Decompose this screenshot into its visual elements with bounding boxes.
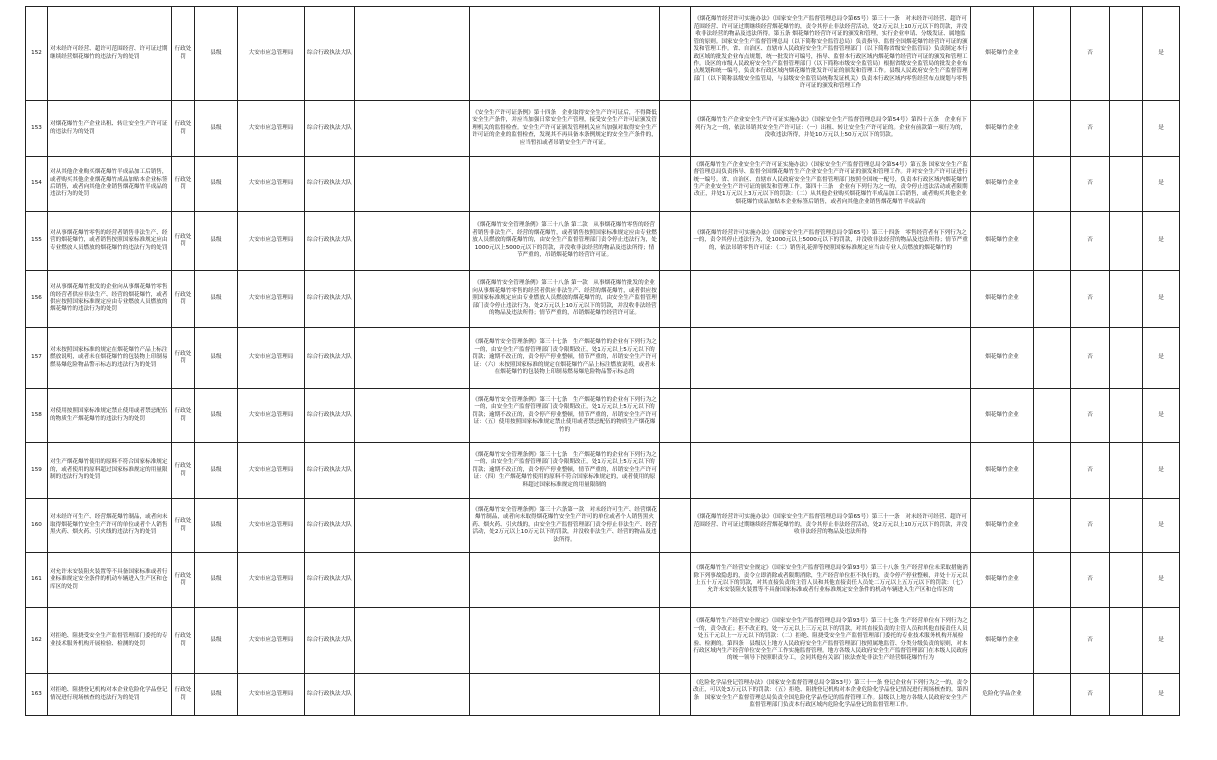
- blank-cell: [1110, 328, 1143, 389]
- implementing-unit: 综合行政执法大队: [305, 101, 355, 157]
- flag-yes: 是: [1143, 271, 1180, 328]
- blank-cell: [1034, 101, 1071, 157]
- item-name: 对生产烟花爆竹使用的原料不符合国家标准规定的，或者使用的原料超过国家标准规定的用量限制的违法行为的处罚: [48, 443, 172, 499]
- table-row: [26, 553, 1180, 608]
- item-level: 县级: [195, 212, 238, 271]
- rule-basis: 《烟花爆竹生产企业安全生产许可证实施办法》（国家安全生产监督管理总局令第54号）第五条 国家安全生产监督管理总局负责指导、监督全国烟花爆竹生产企业安全生产许可证的颁发和管理工作。并对安全生产许可证进行统一编号。省、自治区、直辖市人民政府安全生产监督管理部门按照全国统一配号，负责本行政区域内烟花爆竹生产企业安全生产许可证的颁发和管理工作。第四十三条 企业有下列行为之一的，责令停止违法活动或者限期改正，并处1万元以上3万元以下的罚款：（二）从其他企业购买烟花爆竹半成品加工后销售，或者购买其他企业烟花爆竹成品加贴本企业标签后销售，或者向其他企业销售烟花爆竹半成品的: [691, 157, 971, 212]
- flag-no: 否: [1071, 212, 1110, 271]
- law-basis: 《烟花爆竹安全管理条例》第三十八条 第二款 从事烟花爆竹零售的经营者销售非法生产、经营的烟花爆竹，或者销售按照国家标准规定应由专业燃放人员燃放的烟花爆竹的，由安全生产监督管理部门责令停止违法行为，处1000元以上5000元以下的罚款，并没收非法经营的物品及违法所得；情节严重的，吊销烟花爆竹经营许可证。: [470, 212, 660, 271]
- blank-cell: [660, 157, 691, 212]
- item-category: 行政处罚: [172, 608, 195, 674]
- flag-yes: 是: [1143, 389, 1180, 443]
- rule-basis: 《烟花爆竹经营许可实施办法》（国家安全生产监督管理总局令第65号）第三十四条 零售经营者有下列行为之一的，责令其停止违法行为，处1000元以上5000元以下的罚款，并没收非法经营的物品及违法所得；情节严重的，依法吊销零售许可证：（二）销售礼花弹等按照国家标准规定应当由专业人员燃放的烟花爆竹的: [691, 212, 971, 271]
- item-category: 行政处罚: [172, 443, 195, 499]
- law-basis: [470, 157, 660, 212]
- row-number: 156: [26, 271, 48, 328]
- item-level: 县级: [195, 157, 238, 212]
- item-category: 行政处罚: [172, 389, 195, 443]
- blank-cell: [1034, 443, 1071, 499]
- blank-cell: [1034, 157, 1071, 212]
- implementing-unit: 综合行政执法大队: [305, 674, 355, 716]
- item-name: 对从事烟花爆竹批发的企业向从事烟花爆竹零售的经营者供应非法生产、经营的烟花爆竹，或者供应按照国家标准规定应由专业燃放人员燃放的烟花爆竹的违法行为的处罚: [48, 271, 172, 328]
- law-basis: 《烟花爆竹安全管理条例》第三十六条第一款 对未经许可生产、经营烟花爆竹制品，或者向未取得烟花爆竹安全生产许可的单位或者个人销售黑火药、烟火药、引火线的，由安全生产监督管理部门责令停止非法生产、经营活动，处2万元以上10万元以下的罚款，并没收非法生产、经营的物品及违法所得。: [470, 499, 660, 553]
- blank-cell: [1034, 674, 1071, 716]
- item-category: 行政处罚: [172, 271, 195, 328]
- blank-cell: [1110, 212, 1143, 271]
- blank-cell: [1110, 499, 1143, 553]
- blank-cell: [355, 101, 470, 157]
- flag-yes: 是: [1143, 443, 1180, 499]
- target-subject: 烟花爆竹企业: [971, 389, 1034, 443]
- row-number: 158: [26, 389, 48, 443]
- implementing-unit: 综合行政执法大队: [305, 7, 355, 101]
- blank-cell: [1034, 7, 1071, 101]
- flag-no: 否: [1071, 157, 1110, 212]
- rule-basis: [691, 271, 971, 328]
- implementing-department: 大安市应急管理局: [238, 499, 305, 553]
- blank-cell: [1034, 608, 1071, 674]
- rule-basis: 《烟花爆竹经营许可实施办法》（国家安全生产监督管理总局令第65号）第三十一条 对未经许可经营、超许可范围经营、许可证过期继续经营烟花爆竹的，责令其停止非法经营活动，处2万元以上10万元以下的罚款，并没收非法经营的物品及违法所得: [691, 499, 971, 553]
- item-category: 行政处罚: [172, 328, 195, 389]
- target-subject: 烟花爆竹企业: [971, 212, 1034, 271]
- law-basis: 《烟花爆竹安全管理条例》第三十七条 生产烟花爆竹的企业有下列行为之一的，由安全生产监督管理部门责令限期改正，处1万元以上5万元以下的罚款；逾期不改正的，责令停产停业整顿，情节严重的，吊销安全生产许可证：（五）使用按照国家标准规定禁止使用或者禁忌配伍的物质生产烟花爆竹的: [470, 389, 660, 443]
- law-basis: [470, 7, 660, 101]
- target-subject: 烟花爆竹企业: [971, 553, 1034, 608]
- item-level: 县级: [195, 499, 238, 553]
- target-subject: 烟花爆竹企业: [971, 271, 1034, 328]
- flag-no: 否: [1071, 553, 1110, 608]
- item-name: 对拒绝、阻挠受安全生产监督管理部门委托的专业技术服务机构开展检验、检测的处罚: [48, 608, 172, 674]
- rule-basis: [691, 328, 971, 389]
- row-number: 152: [26, 7, 48, 101]
- implementing-department: 大安市应急管理局: [238, 271, 305, 328]
- table-row: [26, 212, 1180, 271]
- table-row: [26, 608, 1180, 674]
- blank-cell: [1110, 7, 1143, 101]
- item-level: 县级: [195, 608, 238, 674]
- flag-no: 否: [1071, 443, 1110, 499]
- implementing-unit: 综合行政执法大队: [305, 271, 355, 328]
- rule-basis: 《烟花爆竹生产经营安全规定》（国家安全生产监督管理总局令第93号）第三十七条 生产经营单位有下列行为之一的，责令改正；拒不改正的，处一万元以上三万元以下的罚款，对其直接负责的主管人员和其他直接责任人员处五千元以上一万元以下的罚款：（二）拒绝、阻挠受安全生产监督管理部门委托的专业技术服务机构开展检验、检测的。第四条 县级以上地方人民政府安全生产监督管理部门按照属地监管、分类分级负责的原则，对本行政区域内生产经营单位安全生产工作实施监督管理。地方各级人民政府安全生产监督管理部门在本级人民政府的统一领导下按照职责分工，会同其他有关部门依法查处非法生产经营烟花爆竹行为: [691, 608, 971, 674]
- blank-cell: [1110, 608, 1143, 674]
- flag-no: 否: [1071, 328, 1110, 389]
- item-level: 县级: [195, 101, 238, 157]
- row-number: 153: [26, 101, 48, 157]
- row-number: 162: [26, 608, 48, 674]
- blank-cell: [1034, 328, 1071, 389]
- rule-basis: 《烟花爆竹生产经营安全规定》（国家安全生产监督管理总局令第93号）第三十八条 生产经营单位未采取措施消除下列事故隐患的，责令立即消除或者限期消除，生产经营单位拒不执行的，责令停产停业整顿，并处十万元以上五十万元以下的罚款，对其直接负责的主管人员和其他直接责任人员处二万元以上五万元以下的罚款：（七）允许未安装阻火装置等不具备国家标准或者行业标准规定安全条件的机动车辆进入生产区和仓库区的: [691, 553, 971, 608]
- blank-cell: [355, 389, 470, 443]
- row-number: 155: [26, 212, 48, 271]
- rule-basis: 《危险化学品登记管理办法》（国家安全监督管理总局令第53号）第三十一条 登记企业有下列行为之一的，责令改正，可以处3万元以下的罚款：（五）拒绝、阻挠登记机构对本企业危险化学品登记情况进行现场核查的。第四条 国家安全生产监督管理总局负责全国危险化学品登记的监督管理工作。县级以上地方各级人民政府安全生产监督管理部门负责本行政区域内危险化学品登记的监督管理工作。: [691, 674, 971, 716]
- blank-cell: [355, 443, 470, 499]
- flag-no: 否: [1071, 389, 1110, 443]
- power-list-table: [25, 6, 1180, 716]
- blank-cell: [355, 499, 470, 553]
- table-row: [26, 157, 1180, 212]
- law-basis: 《烟花爆竹安全管理条例》第三十八条 第一款 从事烟花爆竹批发的企业向从事烟花爆竹零售的经营者供应非法生产、经营的烟花爆竹，或者供应按照国家标准规定应由专业燃放人员燃放的烟花爆竹的，由安全生产监督管理部门责令停止违法行为，处2万元以上10万元以下的罚款，并没收非法经营的物品及违法所得；情节严重的，吊销烟花爆竹经营许可证。: [470, 271, 660, 328]
- implementing-department: 大安市应急管理局: [238, 443, 305, 499]
- row-number: 154: [26, 157, 48, 212]
- item-name: 对未经许可生产、经营烟花爆竹制品，或者向未取得烟花爆竹安全生产许可的单位或者个人销售黑火药、烟火药、引火线的违法行为的处罚: [48, 499, 172, 553]
- blank-cell: [1110, 101, 1143, 157]
- blank-cell: [355, 674, 470, 716]
- law-basis: 《安全生产许可证条例》第十四条 企业取得安全生产许可证后，不得降低安全生产条件，并应当加强日常安全生产管理，接受安全生产许可证颁发管理机关的监督检查。安全生产许可证颁发管理机关应当加强对取得安全生产许可证的企业的监督检查，发现其不再具备本条例规定的安全生产条件的，应当暂扣或者吊销安全生产许可证。: [470, 101, 660, 157]
- item-category: 行政处罚: [172, 212, 195, 271]
- implementing-department: 大安市应急管理局: [238, 608, 305, 674]
- rule-basis: 《烟花爆竹生产企业安全生产许可证实施办法》（国家安全生产监督管理总局令第54号）第四十五条 企业有下列行为之一的，依法吊销其安全生产许可证：（一）出租、转让安全生产许可证的。企业有前款第一项行为的，没收违法所得，并处10万元以上50万元以下的罚款。: [691, 101, 971, 157]
- implementing-department: 大安市应急管理局: [238, 674, 305, 716]
- blank-cell: [1110, 443, 1143, 499]
- item-name: 对拒绝、阻挠登记机构对本企业危险化学品登记情况进行现场核查的违法行为的处罚: [48, 674, 172, 716]
- target-subject: 烟花爆竹企业: [971, 499, 1034, 553]
- item-level: 县级: [195, 328, 238, 389]
- item-name: 对使用按照国家标准规定禁止使用或者禁忌配伍的物质生产烟花爆竹的违法行为的处罚: [48, 389, 172, 443]
- blank-cell: [1110, 157, 1143, 212]
- blank-cell: [1110, 553, 1143, 608]
- blank-cell: [1034, 553, 1071, 608]
- row-number: 160: [26, 499, 48, 553]
- blank-cell: [660, 271, 691, 328]
- flag-yes: 是: [1143, 212, 1180, 271]
- table-row: [26, 101, 1180, 157]
- item-level: 县级: [195, 271, 238, 328]
- blank-cell: [660, 443, 691, 499]
- target-subject: 烟花爆竹企业: [971, 328, 1034, 389]
- blank-cell: [660, 212, 691, 271]
- flag-no: 否: [1071, 674, 1110, 716]
- law-basis: [470, 608, 660, 674]
- table-row: [26, 271, 1180, 328]
- item-name: 对未按照国家标准的规定在烟花爆竹产品上标注燃放说明，或者未在烟花爆竹的包装物上印制易燃易爆危险物品警示标志的违法行为的处罚: [48, 328, 172, 389]
- law-basis: [470, 553, 660, 608]
- flag-yes: 是: [1143, 7, 1180, 101]
- blank-cell: [355, 157, 470, 212]
- implementing-unit: 综合行政执法大队: [305, 157, 355, 212]
- flag-no: 否: [1071, 499, 1110, 553]
- blank-cell: [1110, 674, 1143, 716]
- implementing-department: 大安市应急管理局: [238, 389, 305, 443]
- item-level: 县级: [195, 553, 238, 608]
- blank-cell: [1034, 271, 1071, 328]
- flag-yes: 是: [1143, 499, 1180, 553]
- item-category: 行政处罚: [172, 7, 195, 101]
- flag-yes: 是: [1143, 608, 1180, 674]
- item-category: 行政处罚: [172, 101, 195, 157]
- implementing-department: 大安市应急管理局: [238, 553, 305, 608]
- law-basis: 《烟花爆竹安全管理条例》第三十七条 生产烟花爆竹的企业有下列行为之一的，由安全生产监督管理部门责令限期改正，处1万元以上5万元以下的罚款；逾期不改正的，责令停产停业整顿，情节严重的，吊销安全生产许可证：（六）未按照国家标准的规定在烟花爆竹产品上标注燃放说明，或者未在烟花爆竹的包装物上印制易燃易爆危险物品警示标志的: [470, 328, 660, 389]
- table-row: [26, 443, 1180, 499]
- rule-basis: 《烟花爆竹经营许可实施办法》（国家安全生产监督管理总局令第65号）第三十一条 对未经许可经营、超许可范围经营、许可证过期继续经营烟花爆竹的，责令其停止非法经营活动，处2万元以上10万元以下的罚款，并没收非法经营的物品及违法所得。第五条 烟花爆竹经营许可证的颁发和管理，实行企业申请、分级发证、属地监管的原则。国家安全生产监督管理总局（以下简称安全监管总局）负责指导、监督全国烟花爆竹经营许可证的颁发和管理工作。省、自治区、直辖市人民政府安全生产监督管理部门（以下简称省级安全监管局）负责制定本行政区域的批发企业布点规划，统一批发许可编号，指导、监督本行政区域内烟花爆竹经营许可证的颁发和管理工作。设区的市级人民政府安全生产监督管理部门（以下简称市级安全监管局）根据省级安全监管局的批发企业布点规划和统一编号，负责本行政区域内烟花爆竹批发许可证的颁发和管理工作。县级人民政府安全生产监督管理部门（以下简称县级安全监管局，与县级安全监管局统称发证机关）负责本行政区域内零售经营布点规划与零售许可证的颁发和管理工作: [691, 7, 971, 101]
- rule-basis: [691, 389, 971, 443]
- blank-cell: [1034, 389, 1071, 443]
- flag-yes: 是: [1143, 328, 1180, 389]
- flag-no: 否: [1071, 7, 1110, 101]
- implementing-unit: 综合行政执法大队: [305, 212, 355, 271]
- table-row: [26, 389, 1180, 443]
- blank-cell: [660, 499, 691, 553]
- law-basis: 《烟花爆竹安全管理条例》第三十七条 生产烟花爆竹的企业有下列行为之一的，由安全生产监督管理部门责令限期改正，处1万元以上5万元以下的罚款；逾期不改正的，责令停产停业整顿，情节严重的，吊销安全生产许可证：（四）生产烟花爆竹使用的原料不符合国家标准规定的，或者使用的原料超过国家标准规定的用量限制的: [470, 443, 660, 499]
- implementing-department: 大安市应急管理局: [238, 101, 305, 157]
- blank-cell: [1034, 499, 1071, 553]
- blank-cell: [660, 389, 691, 443]
- blank-cell: [660, 101, 691, 157]
- blank-cell: [660, 608, 691, 674]
- target-subject: 烟花爆竹企业: [971, 7, 1034, 101]
- blank-cell: [355, 7, 470, 101]
- flag-no: 否: [1071, 271, 1110, 328]
- flag-no: 否: [1071, 101, 1110, 157]
- item-level: 县级: [195, 674, 238, 716]
- table-row: [26, 7, 1180, 101]
- blank-cell: [660, 553, 691, 608]
- flag-yes: 是: [1143, 553, 1180, 608]
- item-name: 对从其他企业购买烟花爆竹半成品加工后销售，或者购买其他企业烟花爆竹成品加贴本企业标签后销售，或者向其他企业销售烟花爆竹半成品的违法行为的处罚: [48, 157, 172, 212]
- implementing-department: 大安市应急管理局: [238, 328, 305, 389]
- table-row: [26, 499, 1180, 553]
- item-name: 对从事烟花爆竹零售的经营者销售非法生产、经营的烟花爆竹，或者销售按照国家标准规定应由专业燃放人员燃放的烟花爆竹的违法行为的处罚: [48, 212, 172, 271]
- implementing-unit: 综合行政执法大队: [305, 608, 355, 674]
- row-number: 157: [26, 328, 48, 389]
- item-name: 对烟花爆竹生产企业出租、转让安全生产许可证的违法行为的处罚: [48, 101, 172, 157]
- blank-cell: [660, 674, 691, 716]
- table-row: [26, 674, 1180, 716]
- item-name: 对允许未安装阻火装置等不具备国家标准或者行业标准规定安全条件的机动车辆进入生产区和仓库区的处罚: [48, 553, 172, 608]
- item-category: 行政处罚: [172, 157, 195, 212]
- blank-cell: [355, 608, 470, 674]
- target-subject: 烟花爆竹企业: [971, 101, 1034, 157]
- item-level: 县级: [195, 443, 238, 499]
- item-name: 对未经许可经营、超许可范围经营、许可证过期继续经营烟花爆竹的违法行为的处罚: [48, 7, 172, 101]
- implementing-unit: 综合行政执法大队: [305, 443, 355, 499]
- implementing-unit: 综合行政执法大队: [305, 389, 355, 443]
- item-category: 行政处罚: [172, 553, 195, 608]
- blank-cell: [660, 328, 691, 389]
- blank-cell: [1034, 212, 1071, 271]
- target-subject: 烟花爆竹企业: [971, 443, 1034, 499]
- implementing-unit: 综合行政执法大队: [305, 553, 355, 608]
- flag-yes: 是: [1143, 101, 1180, 157]
- item-level: 县级: [195, 389, 238, 443]
- item-category: 行政处罚: [172, 499, 195, 553]
- implementing-unit: 综合行政执法大队: [305, 499, 355, 553]
- implementing-department: 大安市应急管理局: [238, 212, 305, 271]
- blank-cell: [355, 212, 470, 271]
- flag-yes: 是: [1143, 674, 1180, 716]
- item-category: 行政处罚: [172, 674, 195, 716]
- implementing-unit: 综合行政执法大队: [305, 328, 355, 389]
- blank-cell: [355, 271, 470, 328]
- blank-cell: [660, 7, 691, 101]
- rule-basis: [691, 443, 971, 499]
- flag-no: 否: [1071, 608, 1110, 674]
- table-row: [26, 328, 1180, 389]
- blank-cell: [355, 328, 470, 389]
- implementing-department: 大安市应急管理局: [238, 157, 305, 212]
- row-number: 159: [26, 443, 48, 499]
- blank-cell: [355, 553, 470, 608]
- blank-cell: [1110, 271, 1143, 328]
- flag-yes: 是: [1143, 157, 1180, 212]
- target-subject: 烟花爆竹企业: [971, 157, 1034, 212]
- row-number: 163: [26, 674, 48, 716]
- row-number: 161: [26, 553, 48, 608]
- implementing-department: 大安市应急管理局: [238, 7, 305, 101]
- item-level: 县级: [195, 7, 238, 101]
- target-subject: 危险化学品企业: [971, 674, 1034, 716]
- blank-cell: [1110, 389, 1143, 443]
- law-basis: [470, 674, 660, 716]
- target-subject: 烟花爆竹企业: [971, 608, 1034, 674]
